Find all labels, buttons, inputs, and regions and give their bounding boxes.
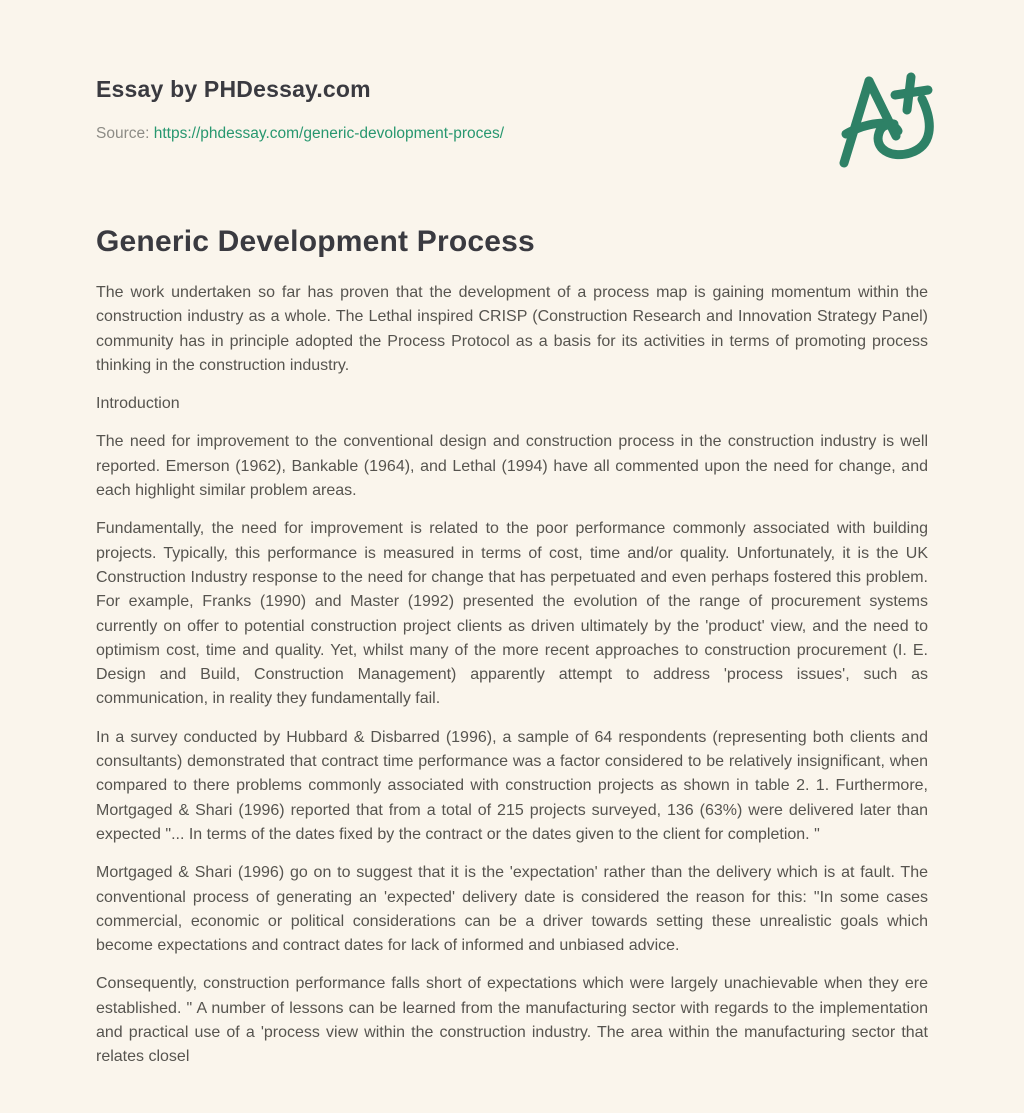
page-title: Generic Development Process <box>96 225 535 258</box>
essay-body <box>96 281 928 1070</box>
paragraph-need-for-improvement: The need for improvement to the conventional design and construction process in the construction industry is well reported. Emerson (1962), Bankable (1964), and Lethal (1994) have all commented upon the need for change, and each highlight similar problem areas. <box>96 433 928 500</box>
paragraph-expectation: Mortgaged & Shari (1996) go on to suggest that it is the 'expectation' rather than the delivery which is at fault. The conventional process of generating an 'expected' delivery date is considered the reason for this: "In some cases commercial, economic or political considerations can be a driver towards setting these unrealistic goals which become expectations and contract dates for lack of informed and unbiased advice. <box>96 864 928 955</box>
source-link[interactable]: https://phdessay.com/generic-devolopment-proces/ <box>153 125 505 142</box>
source-line <box>96 125 928 143</box>
section-heading-introduction: Introduction <box>96 395 180 413</box>
paragraph-performance: Fundamentally, the need for improvement is related to the poor performance commonly associated with building projects. Typically, this performance is measured in terms of cost, time and/or quality. Unfortunately, it is the UK Construction Industry response to the need for change that has perpetuated and even perhaps fostered this problem. For example, Franks (1990) and Master (1992) presented the evolution of the range of procurement systems currently on offer to potential construction project clients as driven ultimately by the 'product' view, and the need to optimism cost, time and quality. Yet, whilst many of the more recent approaches to construction procurement (I. E. Design and Build, Construction Management) apparently attempt to address 'process issues', such as communication, in reality they fundamentally fail. <box>96 520 928 708</box>
source-label: Source: <box>96 125 150 142</box>
phdessay-a-plus-logo-icon <box>820 64 940 170</box>
paragraph-survey: In a survey conducted by Hubbard & Disbarred (1996), a sample of 64 respondents (representing both clients and consultants) demonstrated that contract time performance was a factor considered to be relatively insignificant, when compared to there problems commonly associated with construction projects as shown in table 2. 1. Furthermore, Mortgaged & Shari (1996) reported that from a total of 215 projects surveyed, 136 (63%) were delivered later than expected "... In terms of the dates fixed by the contract or the dates given to the client for completion. " <box>96 728 928 843</box>
paragraph-intro-summary: The work undertaken so far has proven that the development of a process map is gaining momentum within the construction industry as a whole. The Lethal inspired CRISP (Construction Research and Innovation Strategy Panel) community has in principle adopted the Process Protocol as a basis for its activities in terms of promoting process thinking in the construction industry. <box>96 284 928 374</box>
paragraph-consequently: Consequently, construction performance falls short of expectations which were largely unachievable when they ere established. " A number of lessons can be learned from the manufacturing sector with regards to the implementation and practical use of a 'process view within the construction industry. The area within the manufacturing sector that relates closel <box>96 975 928 1066</box>
byline: Essay by PHDessay.com <box>96 76 371 102</box>
